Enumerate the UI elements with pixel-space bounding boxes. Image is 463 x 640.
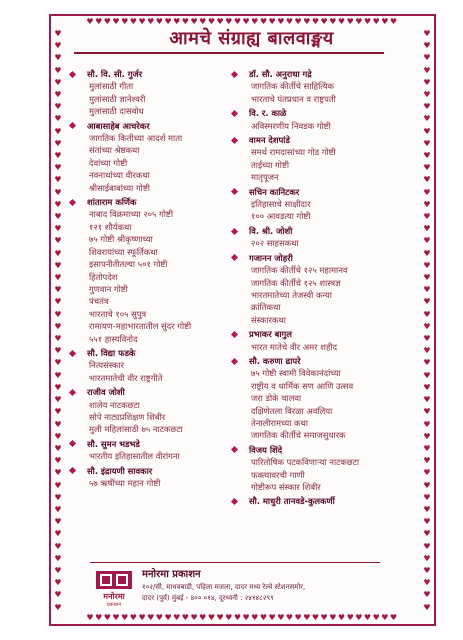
diamond-bullet-icon	[231, 228, 238, 235]
diamond-bullet-icon	[231, 254, 238, 261]
book-title: राष्ट्रीय व धार्मिक सण आणि उत्सव	[251, 380, 354, 391]
diamond-bullet-icon	[231, 358, 238, 365]
book-title: ५७ ऋषींच्या महान गोष्टी	[89, 478, 161, 488]
book-title: इसापनीतीतल्या ५०१ गोष्टी	[89, 259, 168, 270]
book-title: जरा डोके चालवा	[251, 393, 302, 404]
book-title: पारितोषिक पटकविणाऱ्या नाटकछटा	[251, 457, 360, 468]
book-title: मुलांसाठी गीता	[89, 81, 134, 92]
diamond-bullet-icon	[231, 137, 238, 144]
diamond-bullet-icon	[231, 71, 238, 78]
book-title: भारतीय इतिहासातील वीरांगना	[89, 451, 180, 462]
book-title: ताईच्या गोष्टी	[251, 159, 290, 170]
book-title: मुली महिलांसाठी ७५ नाटकछटा	[89, 424, 183, 435]
book-title: तेनालीरामच्या कथा	[251, 417, 308, 428]
book-title: जागतिक कितीच्या आदर्श माता	[89, 133, 183, 144]
author-heading	[232, 355, 422, 367]
book-title: नित्यसंस्कार	[89, 360, 125, 371]
author-heading	[70, 347, 230, 359]
diamond-bullet-icon	[231, 188, 238, 195]
author-name: वि. र. काळे	[249, 108, 287, 119]
heart-border-top: ♥♥♥♥♥♥♥♥♥♥♥♥♥♥♥♥♥♥♥♥♥♥♥♥♥♥♥♥♥♥♥♥♥♥♥♥	[86, 18, 399, 26]
author-name: प्रभाकर बागुल	[249, 329, 292, 340]
author-name: सौ. सुमन भडभडे	[87, 438, 140, 449]
author-name: सौ. इंद्रायणी सावकार	[87, 465, 153, 476]
book-title: गोष्टीरूप संस्कार शिबीर	[251, 482, 321, 492]
book-title: जागतिक कीर्तीचे समाजसुधारक	[251, 430, 346, 441]
author-heading	[70, 438, 230, 450]
heart-border-right: ♥♥♥♥♥♥♥♥♥♥♥♥♥♥♥♥♥♥♥♥♥♥♥♥♥♥♥♥♥♥♥♥♥♥♥♥♥♥♥♥♥♥♥♥♥♥♥♥	[423, 29, 431, 612]
diamond-bullet-icon	[69, 467, 76, 474]
book-title: भारत मातेचे वीर अमर शहीद	[251, 341, 338, 352]
author-heading	[232, 107, 422, 119]
book-title: हितोपदेश	[89, 271, 118, 282]
author-name: सचिन कानिटकर	[249, 186, 300, 197]
heart-border-bottom: ♥♥♥♥♥♥♥♥♥♥♥♥♥♥♥♥♥♥♥♥♥♥♥♥♥♥♥♥♥♥♥♥♥♥♥♥	[86, 614, 399, 622]
diamond-bullet-icon	[69, 389, 76, 396]
author-name: राजीव जोशी	[87, 387, 125, 398]
book-title: संस्कारकथा	[251, 314, 286, 325]
book-title: शिवरायांच्या स्फूर्तिकथा	[89, 246, 158, 257]
author-name: वामन देशपांडे	[249, 135, 290, 146]
author-heading	[232, 495, 422, 507]
publisher-name: मनोरमा प्रकाशन	[142, 569, 201, 580]
book-title: फक्त्यावरची गाणी	[251, 469, 305, 480]
book-title: समर्थ रामदासांच्या गोड गोष्टी	[251, 147, 336, 158]
author-name: सौ. करुणा ढापरे	[249, 355, 301, 366]
book-title: शालेय नाटकछटा	[89, 399, 140, 410]
author-name: गजानन जोहरी	[249, 252, 293, 263]
book-title: अविस्मरणीय निवडक गोष्टी	[251, 120, 331, 131]
book-title: १०० आवडत्या गोष्टी	[251, 211, 311, 222]
author-name: सौ. माधुरी तानवडे-कुलकर्णी	[249, 496, 335, 507]
book-title: भारताचे पंतप्रधान व राष्ट्रपती	[251, 93, 336, 104]
author-name: शांताराम कर्णिक	[87, 197, 137, 208]
author-heading	[232, 444, 422, 456]
book-title: नाबाद विक्रमाच्या २०५ गोष्टी	[89, 209, 173, 220]
logo-wordmark: मनोरमा	[103, 592, 125, 601]
author-name: वि. श्री. जोशी	[249, 225, 293, 236]
book-title: इतिहासाचे साक्षीदार	[251, 199, 311, 210]
author-heading	[70, 386, 230, 398]
book-title: २०२ साहसकथा	[251, 238, 299, 249]
author-heading	[232, 134, 422, 146]
address-line-2: दादर (पूर्व) मुंबई - ४०० ०१४, दूरध्वनी : २४१४८२९९	[142, 594, 274, 602]
diamond-bullet-icon	[69, 350, 76, 357]
book-title: सोपे नाट्यप्रशिक्षण शिबीर	[89, 411, 166, 422]
author-name: सौ. वि. सी. गुर्जर	[87, 69, 143, 79]
book-title: श्रीसाईबाबांच्या गोष्टी	[89, 182, 150, 193]
book-title: मुलांसाठी दासबोध	[89, 106, 144, 117]
author-name: विजय शिंदे	[249, 444, 283, 455]
book-title: जागतिक कीर्तीचे साहित्यिक	[251, 81, 334, 92]
book-title: जागतिक कीर्तीचे १२५ शास्त्रज्ञ	[251, 277, 341, 288]
book-title: संतांच्या श्रेष्ठकथा	[89, 145, 140, 156]
publisher-address	[142, 582, 305, 604]
diamond-bullet-icon	[69, 199, 76, 206]
diamond-bullet-icon	[231, 498, 238, 505]
author-heading	[70, 465, 230, 477]
book-title: क्रांतिकथा	[251, 302, 281, 313]
publisher-logo	[92, 569, 136, 607]
diamond-bullet-icon	[231, 446, 238, 453]
diamond-bullet-icon	[69, 71, 76, 78]
book-title: १२१ शौर्यकथा	[89, 221, 132, 232]
author-heading	[232, 68, 422, 80]
author-heading	[232, 328, 422, 340]
author-heading	[232, 186, 422, 198]
book-title: भारतमातेची वीर राष्ट्रगीते	[89, 372, 163, 383]
right-book-column	[232, 66, 422, 508]
author-heading	[232, 225, 422, 237]
author-heading	[232, 252, 422, 264]
book-title: पंचतंत्र	[89, 296, 109, 307]
book-title: नवनाथांच्या वीरकथा	[89, 170, 150, 181]
page-title: आमचे संग्राह्य बालवाङ्मय	[169, 28, 334, 49]
book-title: भारताचे १०५ सुपुत्र	[89, 308, 147, 319]
author-name: सौ. विद्या फडके	[87, 347, 136, 358]
book-title: भारतमातेच्या तेजस्वी कन्या	[251, 289, 332, 300]
title-underline	[74, 52, 384, 54]
book-title: ७५ गोष्टी श्रीकृष्णाच्या	[89, 234, 153, 245]
book-title: जागतिक कीर्तीचे १२५ महामानव	[251, 265, 348, 276]
author-heading	[70, 120, 230, 132]
book-title: रामायण-महाभारतातील सुंदर गोष्टी	[89, 321, 192, 332]
author-name: डॉ. सौ. अनुराधा गद्रे	[249, 69, 312, 79]
left-book-column	[70, 66, 230, 489]
book-title: ५५१ हास्यविनोद	[89, 333, 138, 344]
address-line-1: १०२/सी, माधवबाडी, पहिला मजला, दादर मध्य रेल्वे स्टेशनसमोर,	[142, 583, 306, 591]
book-title: दक्षिणेतला विरळा अवलिया	[251, 405, 333, 416]
book-title: गुणवान गोष्टी	[89, 283, 128, 294]
diamond-bullet-icon	[69, 440, 76, 447]
book-title: मुलांसाठी ज्ञानेश्वरी	[89, 93, 146, 104]
heart-border-left: ♥♥♥♥♥♥♥♥♥♥♥♥♥♥♥♥♥♥♥♥♥♥♥♥♥♥♥♥♥♥♥♥♥♥♥♥♥♥♥♥♥♥♥♥♥♥♥♥	[54, 29, 62, 612]
author-heading	[70, 196, 230, 208]
book-title: ७५ गोष्टी स्वामी विवेकानंदांच्या	[251, 368, 341, 379]
logo-subtext: प्रकाशन	[106, 602, 122, 607]
footer-divider	[90, 562, 380, 563]
book-title: मातृपूजन	[251, 172, 279, 183]
author-name: आबासाहेब आचरेकर	[87, 120, 150, 131]
diamond-bullet-icon	[231, 110, 238, 117]
book-title: देवांच्या गोष्टी	[89, 157, 128, 168]
diamond-bullet-icon	[231, 331, 238, 338]
diamond-bullet-icon	[69, 122, 76, 129]
author-heading	[70, 68, 230, 80]
